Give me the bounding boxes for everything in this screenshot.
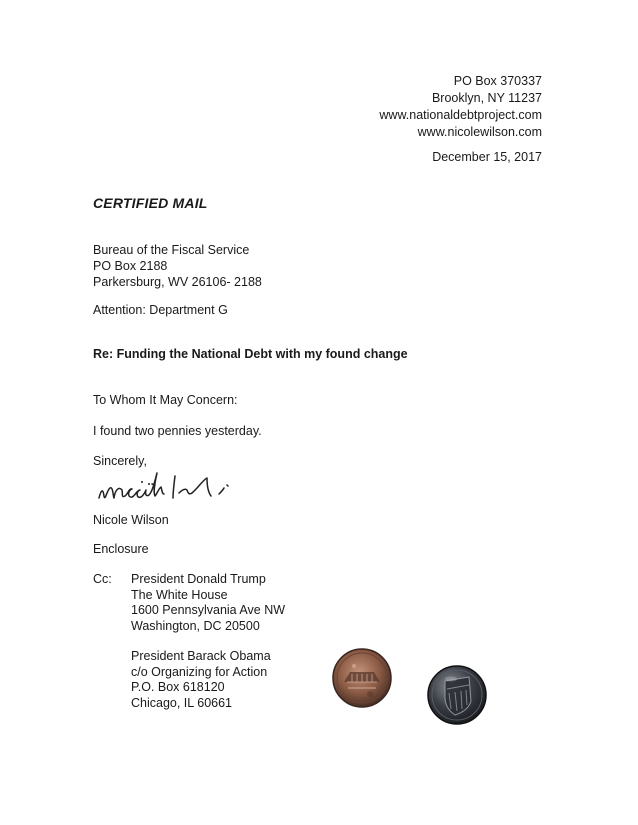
handwritten-signature <box>95 468 245 511</box>
mail-type-heading: CERTIFIED MAIL <box>93 195 208 211</box>
cc-recipient-line: President Donald Trump <box>131 572 266 586</box>
signer-name: Nicole Wilson <box>93 513 169 527</box>
return-address <box>379 73 542 141</box>
recipient-address <box>93 242 262 290</box>
cc-recipient-line: Washington, DC 20500 <box>131 618 260 633</box>
letter-date: December 15, 2017 <box>432 150 542 164</box>
letter-body: I found two pennies yesterday. <box>93 424 262 438</box>
cc-recipient <box>131 649 285 711</box>
penny-coin-image <box>425 663 489 730</box>
enclosure-notation: Enclosure <box>93 542 149 556</box>
salutation: To Whom It May Concern: <box>93 393 238 407</box>
recipient-line: Bureau of the Fiscal Service <box>93 243 250 257</box>
cc-recipient-line: The White House <box>131 587 228 602</box>
return-address-website: www.nationaldebtproject.com <box>379 108 542 122</box>
penny-coin-image <box>330 646 394 713</box>
recipient-line: PO Box 2188 <box>93 259 168 273</box>
closing: Sincerely, <box>93 454 147 468</box>
attention-line: Attention: Department G <box>93 303 228 317</box>
cc-recipient-line: President Barack Obama <box>131 649 271 663</box>
cc-recipient-line: P.O. Box 618120 <box>131 680 225 694</box>
cc-recipient-line: 1600 Pennsylvania Ave NW <box>131 603 286 617</box>
return-address-line: PO Box 370337 <box>453 74 542 88</box>
cc-recipient-line: c/o Organizing for Action <box>131 664 268 679</box>
recipient-line: Parkersburg, WV 26106- 2188 <box>93 275 262 289</box>
cc-label: Cc: <box>93 572 112 586</box>
return-address-website: www.nicolewilson.com <box>417 125 542 139</box>
cc-recipients <box>131 572 285 726</box>
subject-line: Re: Funding the National Debt with my found change <box>93 347 408 361</box>
cc-recipient-line: Chicago, IL 60661 <box>131 695 233 710</box>
cc-recipient <box>131 572 285 634</box>
return-address-line: Brooklyn, NY 11237 <box>431 91 542 105</box>
